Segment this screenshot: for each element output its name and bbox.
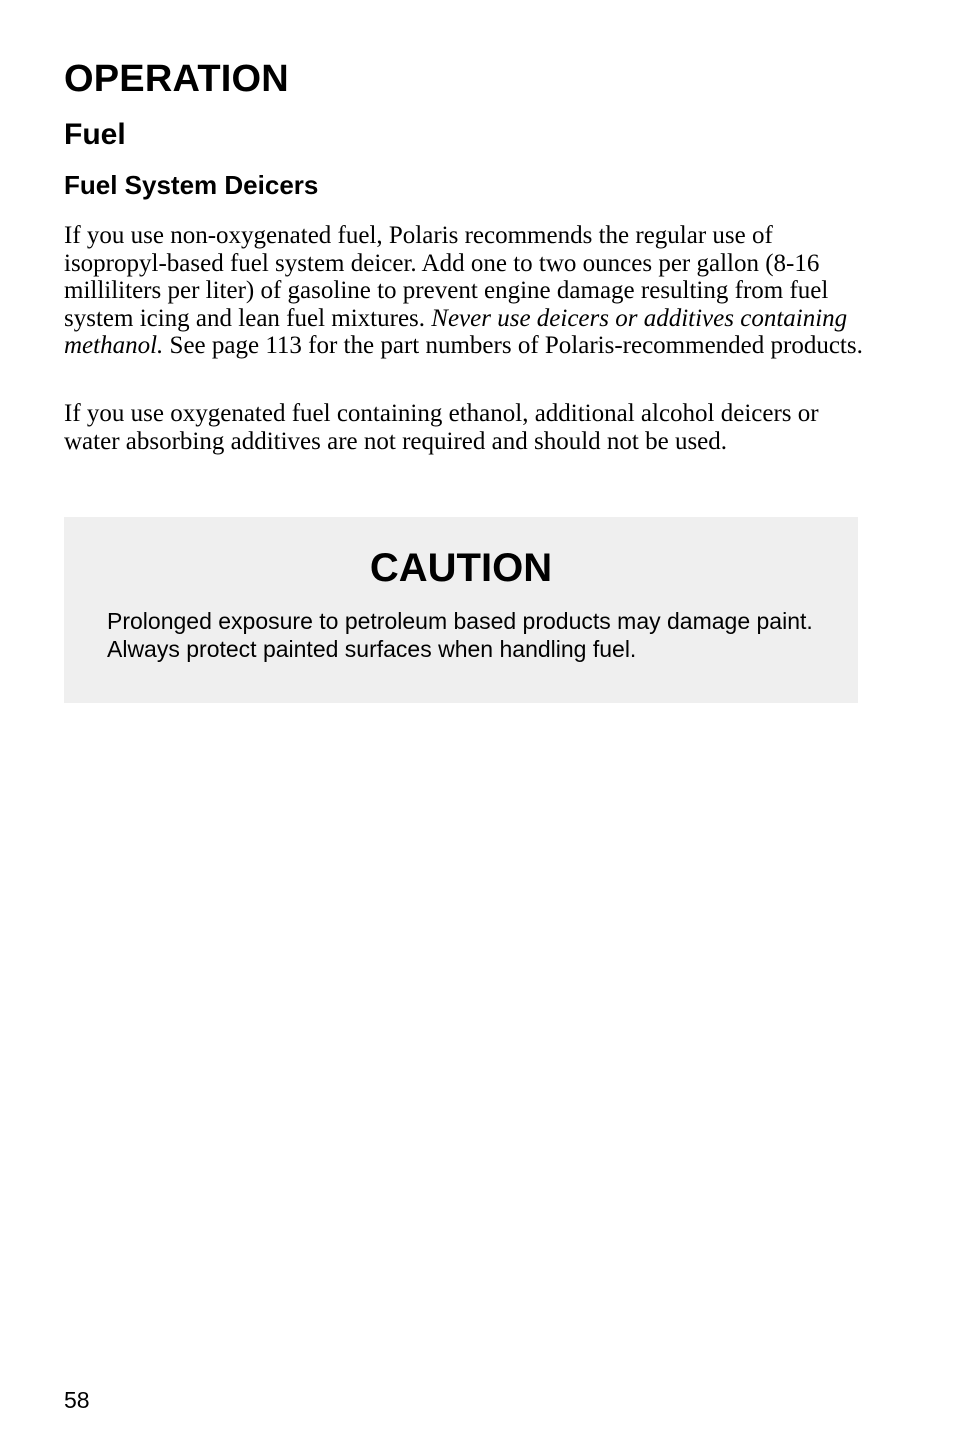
paragraph-text: If you use non-oxygenated fuel, Polaris recommends the regular use of isopropyl-based fuel system deicer. Add one to two ounces per gallon (8-16 milliliters per liter) of gasoline to prevent engine damage resulting from fuel system icing and lean fuel mixtures. <box>64 222 829 332</box>
paragraph-oxygenated-fuel: If you use oxygenated fuel containing ethanol, additional alcohol deicers or water absorbing additives are not required and should not be used. <box>64 400 819 455</box>
subsection-title: Fuel <box>64 118 126 151</box>
caution-text: Prolonged exposure to petroleum based products may damage paint. Always protect painted surfaces when handling fuel. <box>107 608 813 662</box>
caution-title: CAUTION <box>369 546 553 590</box>
methanol-warning-text: Never use deicers or additives containing methanol. <box>64 304 848 359</box>
paragraph-text: See page 113 for the part numbers of Polaris-recommended products. <box>163 332 863 359</box>
section-title: OPERATION <box>64 58 289 100</box>
page-number: 58 <box>64 1387 90 1413</box>
paragraph-deicer-recommendation <box>64 222 864 360</box>
caution-box <box>64 517 858 703</box>
topic-title: Fuel System Deicers <box>64 170 319 200</box>
